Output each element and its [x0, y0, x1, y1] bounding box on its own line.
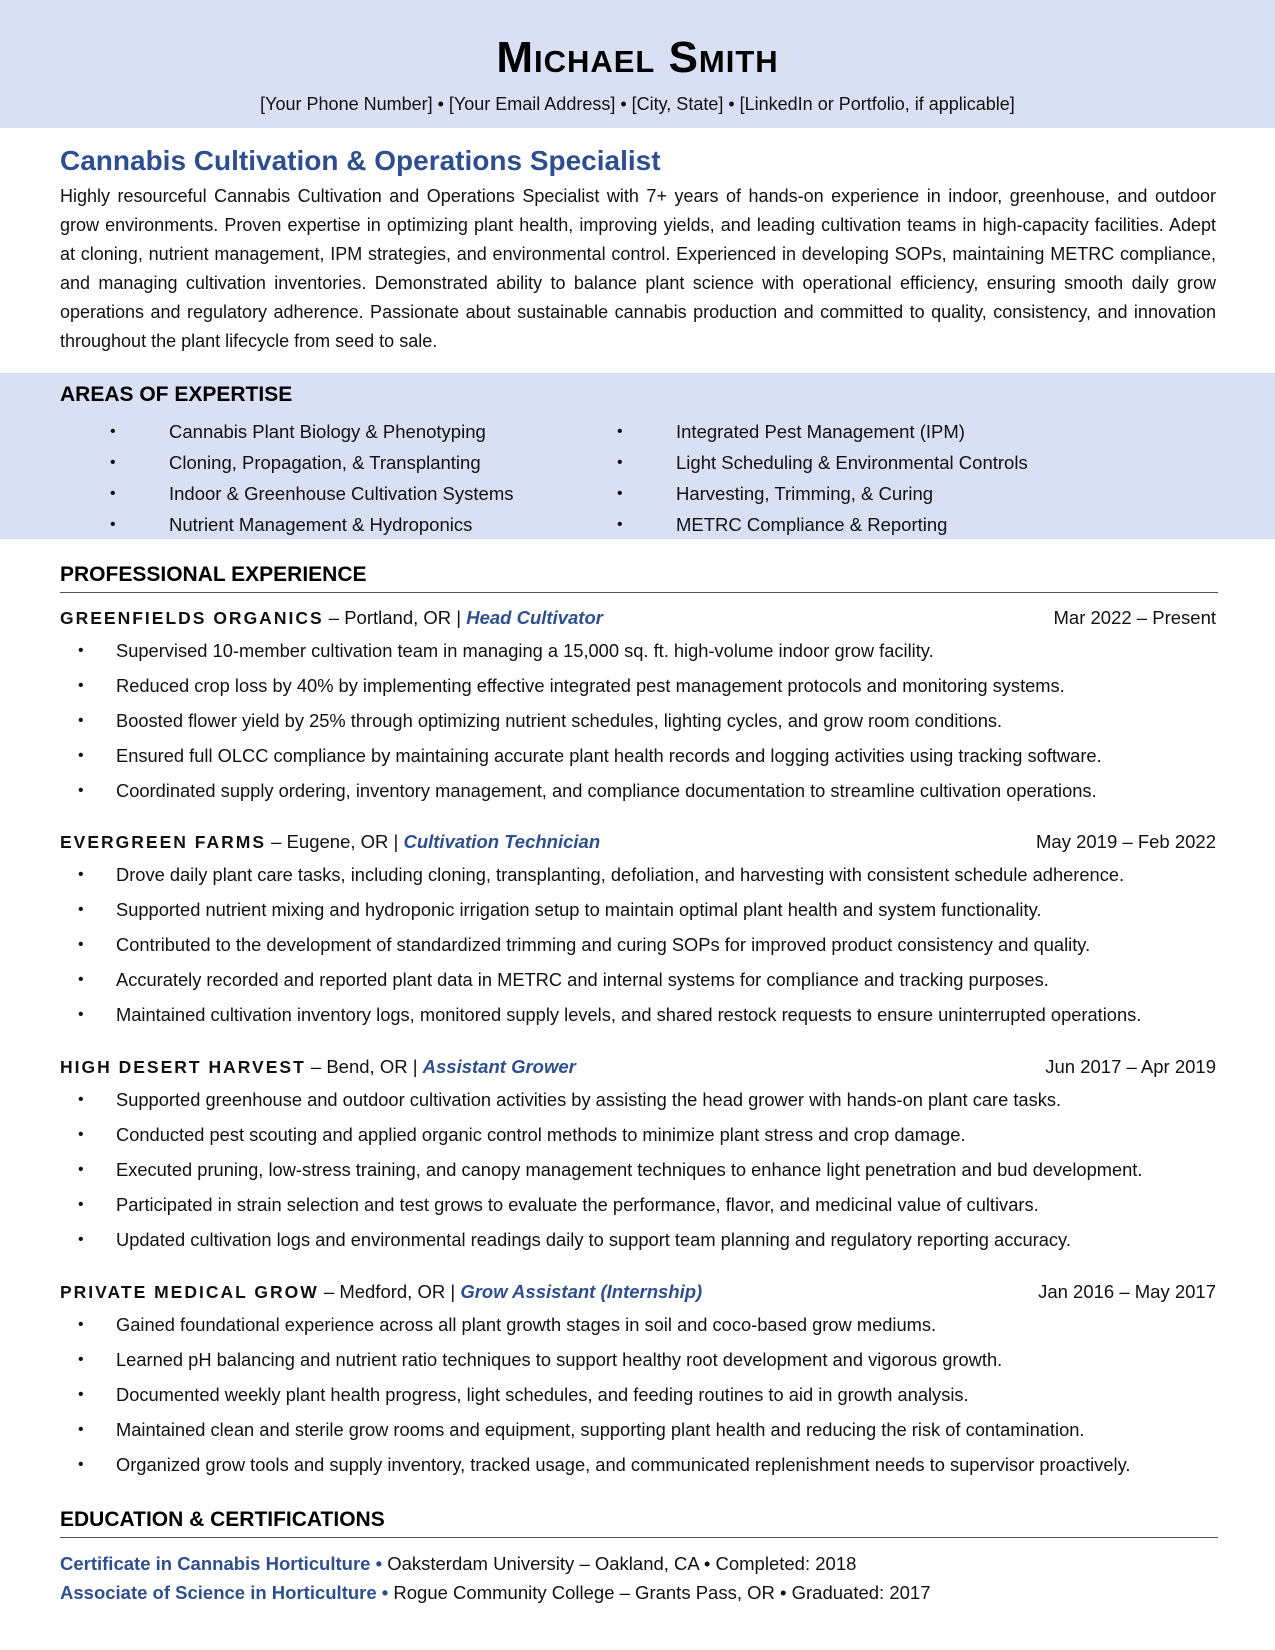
job-entry [60, 1052, 1216, 1257]
job-role: Assistant Grower [422, 1056, 576, 1077]
job-location: – Portland, OR | [323, 607, 467, 628]
section-divider [60, 1537, 1218, 1538]
job-role: Grow Assistant (Internship) [460, 1281, 703, 1302]
job-role: Cultivation Technician [403, 831, 601, 852]
bullet-icon: • [617, 423, 623, 440]
summary-paragraph: Highly resourceful Cannabis Cultivation and Operations Specialist with 7+ years of hands-on experience in indoor, greenhouse, and outdoor grow environments. Proven expertise in optimizing plant health, improving yields, and leading cultivation teams in high-capacity facilities. Adept at cloning, nutrient management, IPM strategies, and environmental control. Experienced in developing SOPs, maintaining METRC compliance, and managing cultivation inventories. Demonstrated ability to balance plant science with operational efficiency, ensuring smooth daily grow operations and regulatory adherence. Passionate about sustainable cannabis production and committed to quality, consistency, and innovation throughout the plant lifecycle from seed to sale. [60, 186, 1216, 351]
job-entry [60, 827, 1216, 1032]
expertise-item: • Nutrient Management & Hydroponics [110, 509, 590, 540]
education-item [60, 1553, 1216, 1575]
bullet-icon: • [78, 971, 84, 988]
job-dates: Jun 2017 – Apr 2019 [1045, 1056, 1216, 1077]
bullet-icon: • [110, 423, 116, 440]
education-heading: EDUCATION & CERTIFICATIONS [60, 1508, 385, 1531]
list-item: • Supported greenhouse and outdoor cultivation activities by assisting the head grower with hands-on plant care tasks. [60, 1082, 1216, 1117]
bullet-icon: • [78, 1316, 84, 1333]
job-location: – Eugene, OR | [266, 831, 404, 852]
expertise-item: • Light Scheduling & Environmental Controls [617, 447, 1097, 478]
bullet-icon: • [78, 901, 84, 918]
expertise-list-left [110, 416, 590, 540]
degree-detail: Rogue Community College – Grants Pass, OR • Graduated: 2017 [388, 1582, 931, 1603]
list-item: • Maintained clean and sterile grow rooms and equipment, supporting plant health and reducing the risk of contamination. [60, 1412, 1216, 1447]
company-name: PRIVATE MEDICAL GROW [60, 1282, 319, 1302]
expertise-item: • Integrated Pest Management (IPM) [617, 416, 1097, 447]
list-item: • Conducted pest scouting and applied organic control methods to minimize plant stress and crop damage. [60, 1117, 1216, 1152]
job-bullets [60, 1082, 1216, 1257]
bullet-icon: • [110, 516, 116, 533]
contact-line: [Your Phone Number] • [Your Email Address] • [City, State] • [LinkedIn or Portfolio, if applicable] [260, 94, 1015, 114]
list-item: • Supported nutrient mixing and hydroponic irrigation setup to maintain optimal plant health and system functionality. [60, 892, 1216, 927]
bullet-icon: • [78, 642, 84, 659]
expertise-heading: AREAS OF EXPERTISE [60, 383, 293, 406]
job-entry [60, 603, 1216, 808]
section-divider [60, 592, 1218, 593]
expertise-item: • Cannabis Plant Biology & Phenotyping [110, 416, 590, 447]
bullet-icon: • [78, 1351, 84, 1368]
job-bullets [60, 633, 1216, 808]
job-role: Head Cultivator [466, 607, 603, 628]
bullet-icon: • [617, 454, 623, 471]
bullet-icon: • [110, 454, 116, 471]
job-location: – Medford, OR | [318, 1281, 461, 1302]
bullet-icon: • [78, 1161, 84, 1178]
list-item: • Boosted flower yield by 25% through optimizing nutrient schedules, lighting cycles, and grow room conditions. [60, 703, 1216, 738]
bullet-icon: • [78, 712, 84, 729]
header-band [0, 0, 1275, 128]
bullet-icon: • [78, 1386, 84, 1403]
company-name: GREENFIELDS ORGANICS [60, 608, 324, 628]
bullet-icon: • [78, 1456, 84, 1473]
job-header [60, 1277, 1216, 1307]
list-item: • Participated in strain selection and test grows to evaluate the performance, flavor, and medicinal value of cultivars. [60, 1187, 1216, 1222]
list-item: • Gained foundational experience across all plant growth stages in soil and coco-based grow mediums. [60, 1307, 1216, 1342]
job-bullets [60, 857, 1216, 1032]
bullet-icon: • [110, 485, 116, 502]
company-name: EVERGREEN FARMS [60, 832, 266, 852]
bullet-icon: • [78, 782, 84, 799]
experience-heading: PROFESSIONAL EXPERIENCE [60, 563, 367, 586]
list-item: • Drove daily plant care tasks, including cloning, transplanting, defoliation, and harvesting with consistent schedule adherence. [60, 857, 1216, 892]
job-header [60, 1052, 1216, 1082]
company-name: HIGH DESERT HARVEST [60, 1057, 306, 1077]
expertise-item: • Harvesting, Trimming, & Curing [617, 478, 1097, 509]
bullet-icon: • [78, 1091, 84, 1108]
list-item: • Ensured full OLCC compliance by maintaining accurate plant health records and logging activities using tracking software. [60, 738, 1216, 773]
job-dates: May 2019 – Feb 2022 [1036, 831, 1216, 852]
expertise-list-right [617, 416, 1097, 540]
list-item: • Coordinated supply ordering, inventory management, and compliance documentation to streamline cultivation operations. [60, 773, 1216, 808]
bullet-icon: • [78, 866, 84, 883]
bullet-icon: • [617, 516, 623, 533]
job-location: – Bend, OR | [305, 1056, 423, 1077]
list-item: • Executed pruning, low-stress training, and canopy management techniques to enhance light penetration and bud development. [60, 1152, 1216, 1187]
education-item [60, 1582, 1216, 1604]
list-item: • Maintained cultivation inventory logs, monitored supply levels, and shared restock requests to ensure uninterrupted operations. [60, 997, 1216, 1032]
degree-name: Certificate in Cannabis Horticulture • [60, 1553, 383, 1574]
bullet-icon: • [617, 485, 623, 502]
list-item: • Learned pH balancing and nutrient ratio techniques to support healthy root development and vigorous growth. [60, 1342, 1216, 1377]
bullet-icon: • [78, 1421, 84, 1438]
list-item: • Organized grow tools and supply inventory, tracked usage, and communicated replenishment needs to supervisor proactively. [60, 1447, 1216, 1482]
list-item: • Supervised 10-member cultivation team in managing a 15,000 sq. ft. high-volume indoor grow facility. [60, 633, 1216, 668]
expertise-item: • METRC Compliance & Reporting [617, 509, 1097, 540]
candidate-name: Michael Smith [496, 33, 779, 82]
bullet-icon: • [78, 747, 84, 764]
degree-detail: Oaksterdam University – Oakland, CA • Completed: 2018 [382, 1553, 857, 1574]
job-dates: Mar 2022 – Present [1053, 607, 1216, 628]
list-item: • Documented weekly plant health progress, light schedules, and feeding routines to aid in growth analysis. [60, 1377, 1216, 1412]
degree-name: Associate of Science in Horticulture • [60, 1582, 389, 1603]
bullet-icon: • [78, 936, 84, 953]
expertise-item: • Indoor & Greenhouse Cultivation Systems [110, 478, 590, 509]
bullet-icon: • [78, 1196, 84, 1213]
job-entry [60, 1277, 1216, 1482]
job-header [60, 603, 1216, 633]
list-item: • Accurately recorded and reported plant data in METRC and internal systems for compliance and tracking purposes. [60, 962, 1216, 997]
list-item: • Updated cultivation logs and environmental readings daily to support team planning and regulatory reporting accuracy. [60, 1222, 1216, 1257]
expertise-item: • Cloning, Propagation, & Transplanting [110, 447, 590, 478]
professional-title: Cannabis Cultivation & Operations Specialist [60, 145, 661, 176]
list-item: • Reduced crop loss by 40% by implementing effective integrated pest management protocols and monitoring systems. [60, 668, 1216, 703]
list-item: • Contributed to the development of standardized trimming and curing SOPs for improved product consistency and quality. [60, 927, 1216, 962]
job-dates: Jan 2016 – May 2017 [1038, 1281, 1216, 1302]
job-bullets [60, 1307, 1216, 1482]
bullet-icon: • [78, 1006, 84, 1023]
bullet-icon: • [78, 677, 84, 694]
bullet-icon: • [78, 1126, 84, 1143]
job-header [60, 827, 1216, 857]
bullet-icon: • [78, 1231, 84, 1248]
